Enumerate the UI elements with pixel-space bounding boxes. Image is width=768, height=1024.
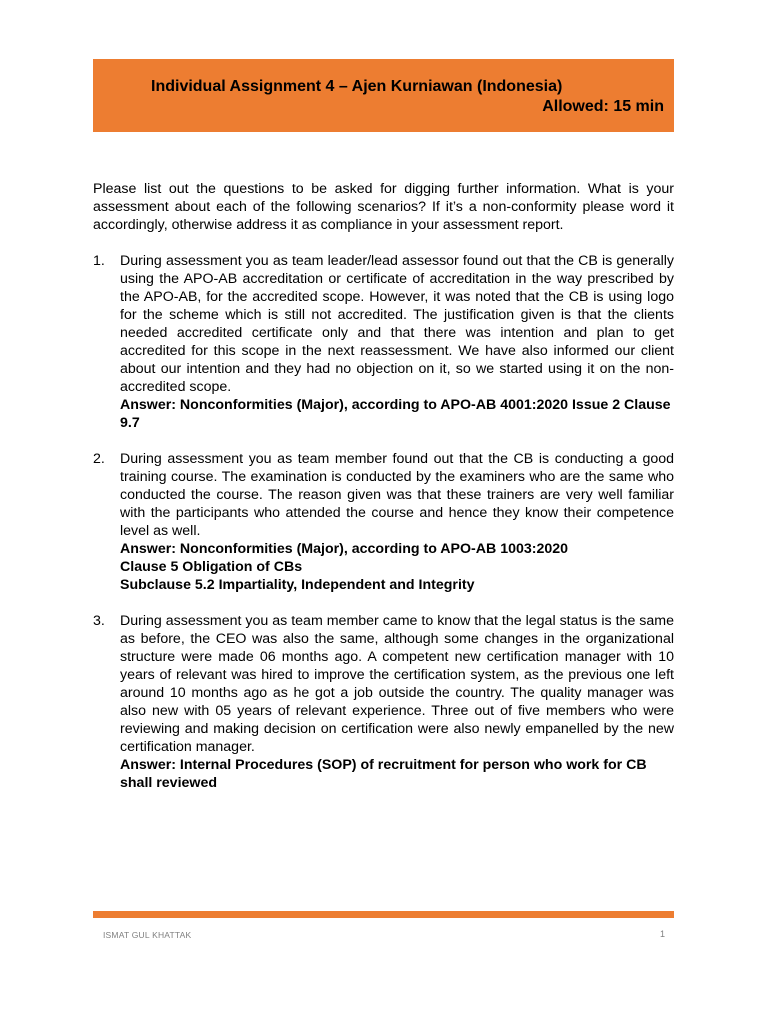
scenario-text: During assessment you as team member came to know that the legal status is the same as before, the CEO was also the same, although some changes in the organizational structure were made 06 months ago. A competent new certification manager with 10 years of relevant was hired to improve the certification system, as the previous one left around 10 months ago as he got a job outside the country. The quality manager was also new with 05 years of relevant experience. Three out of five members who were reviewing and making decision on certification were also newly empanelled by the new certification manager. bbox=[120, 613, 674, 755]
answer-line: Answer: Nonconformities (Major), according to APO-AB 4001:2020 Issue 2 Clause 9.7 bbox=[120, 397, 671, 431]
footer-divider bbox=[93, 911, 674, 918]
answer-line: Clause 5 Obligation of CBs bbox=[120, 559, 303, 575]
assignment-header bbox=[93, 59, 674, 132]
scenario-item-1 bbox=[93, 252, 674, 432]
assignment-title: Individual Assignment 4 – Ajen Kurniawan (Indonesia) bbox=[151, 78, 563, 95]
item-number: 2. bbox=[93, 451, 105, 467]
answer-line: Subclause 5.2 Impartiality, Independent and Integrity bbox=[120, 577, 475, 593]
scenario-list bbox=[93, 252, 674, 810]
scenario-text: During assessment you as team member found out that the CB is conducting a good training course. The examination is conducted by the examiners who are the same who conducted the course. The reason given was that these trainers are very well familiar with the participants who attended the course and hence they know their competence level as well. bbox=[120, 451, 674, 539]
scenario-item-3 bbox=[93, 612, 674, 792]
instructions-paragraph: Please list out the questions to be asked for digging further information. What is your assessment about each of the following scenarios? If it’s a non-conformity please word it accordingly, otherwise address it as compliance in your assessment report. bbox=[93, 181, 674, 233]
item-number: 1. bbox=[93, 253, 105, 269]
item-number: 3. bbox=[93, 613, 105, 629]
answer-line: Answer: Nonconformities (Major), according to APO-AB 1003:2020 bbox=[120, 541, 569, 557]
time-allowed: Allowed: 15 min bbox=[542, 98, 664, 115]
answer-line: Answer: Internal Procedures (SOP) of recruitment for person who work for CB shall reviewed bbox=[120, 757, 647, 791]
scenario-item-2 bbox=[93, 450, 674, 594]
page-number: 1 bbox=[660, 929, 666, 939]
scenario-text: During assessment you as team leader/lead assessor found out that the CB is generally using the APO-AB accreditation or certificate of accreditation in the way prescribed by the APO-AB, for the accredited scope. However, it was noted that the CB is using logo for the scheme which is still not accredited. The justification given is that the clients needed accredited certificate only and that there was intention and plan to get accredited for this scope in the next reassessment. We have also informed our client about our intention and they had no objection on it, so we started using it on the non-accredited scope. bbox=[120, 253, 674, 395]
footer-author: ISMAT GUL KHATTAK bbox=[103, 930, 192, 940]
